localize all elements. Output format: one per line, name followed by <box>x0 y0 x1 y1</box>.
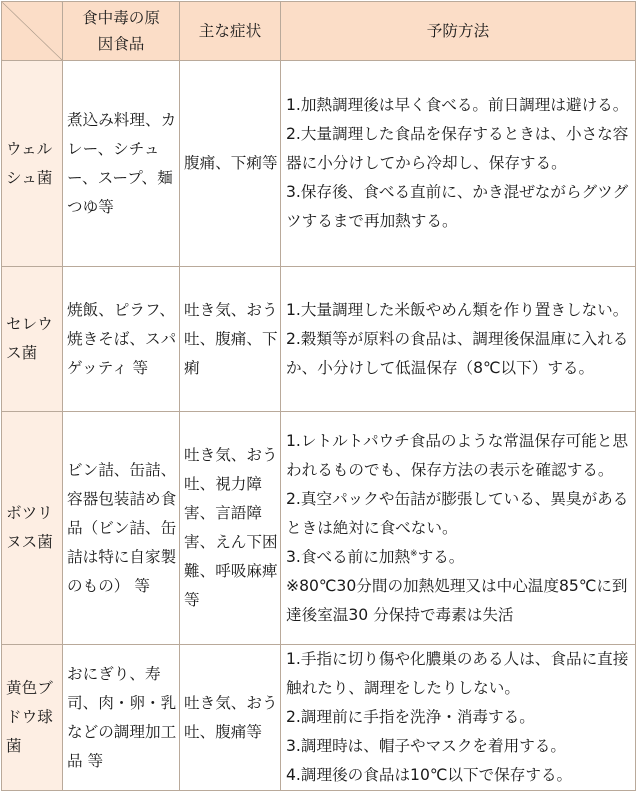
prevention-item: 2.大量調理した食品を保存するときは、小さな容器に小分けしてから冷却し、保存する。 <box>286 125 629 172</box>
prevention-item <box>286 543 631 572</box>
table-row <box>2 267 636 412</box>
bacteria-name: セレウス菌 <box>2 267 63 412</box>
prevention <box>281 645 636 791</box>
food-poisoning-table <box>1 1 636 791</box>
prevention-item: 2.調理前に手指を洗浄・消毒する。 <box>286 708 535 726</box>
prevention-text: する。 <box>417 547 465 566</box>
bacteria-name: ボツリヌス菌 <box>2 412 63 645</box>
prevention-item: 3.調理時は、帽子やマスクを着用する。 <box>286 737 566 755</box>
table-row <box>2 412 636 645</box>
cause-food: おにぎり、寿司、肉・卵・乳などの調理加工品 等 <box>63 645 180 791</box>
corner-cell <box>2 2 63 61</box>
prevention-item: 1.レトルトパウチ食品のような常温保存可能と思われるものでも、保存方法の表示を確認する。 <box>286 431 629 479</box>
header-symptoms: 主な症状 <box>180 2 281 61</box>
cause-food: ビン詰、缶詰、容器包装詰め食品（ビン詰、缶詰は特に自家製のもの） 等 <box>63 412 180 645</box>
prevention-text: 3.食べる前に加熱 <box>286 547 411 566</box>
prevention-item: 1.手指に切り傷や化膿巣のある人は、食品に直接触れたり、調理をしたりしない。 <box>286 650 629 697</box>
prevention-item: 2.穀類等が原料の食品は、調理後保温庫に入れるか、小分けして低温保存（8℃以下）する。 <box>286 329 629 377</box>
symptoms: 吐き気、おう吐、視力障害、言語障害、えん下困難、呼吸麻痺 等 <box>180 412 281 645</box>
symptoms: 吐き気、おう吐、腹痛等 <box>180 645 281 791</box>
prevention-item: 2.真空パックや缶詰が膨張している、異臭があるときは絶対に食べない。 <box>286 489 629 537</box>
prevention-item: 1.大量調理した米飯やめん類を作り置きしない。 <box>286 300 629 319</box>
prevention-item: 4.調理後の食品は10℃以下で保存する。 <box>286 766 573 784</box>
bacteria-name: 黄色ブドウ球菌 <box>2 645 63 791</box>
symptoms: 吐き気、おう吐、腹痛、下痢 <box>180 267 281 412</box>
prevention <box>281 412 636 645</box>
prevention <box>281 61 636 267</box>
cause-food: 煮込み料理、カレー、シチュー、スープ、麺つゆ等 <box>63 61 180 267</box>
bacteria-name: ウェルシュ菌 <box>2 61 63 267</box>
note-mark: ※ <box>410 548 418 559</box>
prevention-note: ※80℃30分間の加熱処理又は中心温度85℃に到達後室温30 分保持で毒素は失活 <box>286 576 628 624</box>
header-row <box>2 2 636 61</box>
prevention <box>281 267 636 412</box>
cause-food: 焼飯、ピラフ、焼きそば、スパゲッティ 等 <box>63 267 180 412</box>
table-row <box>2 645 636 791</box>
header-food: 食中毒の原因食品 <box>63 2 180 61</box>
header-prevention: 予防方法 <box>281 2 636 61</box>
table-row <box>2 61 636 267</box>
prevention-item: 3.保存後、食べる直前に、かき混ぜながらグツグツするまで再加熱する。 <box>286 183 629 230</box>
prevention-item: 1.加熱調理後は早く食べる。前日調理は避ける。 <box>286 96 629 114</box>
symptoms: 腹痛、下痢等 <box>180 61 281 267</box>
